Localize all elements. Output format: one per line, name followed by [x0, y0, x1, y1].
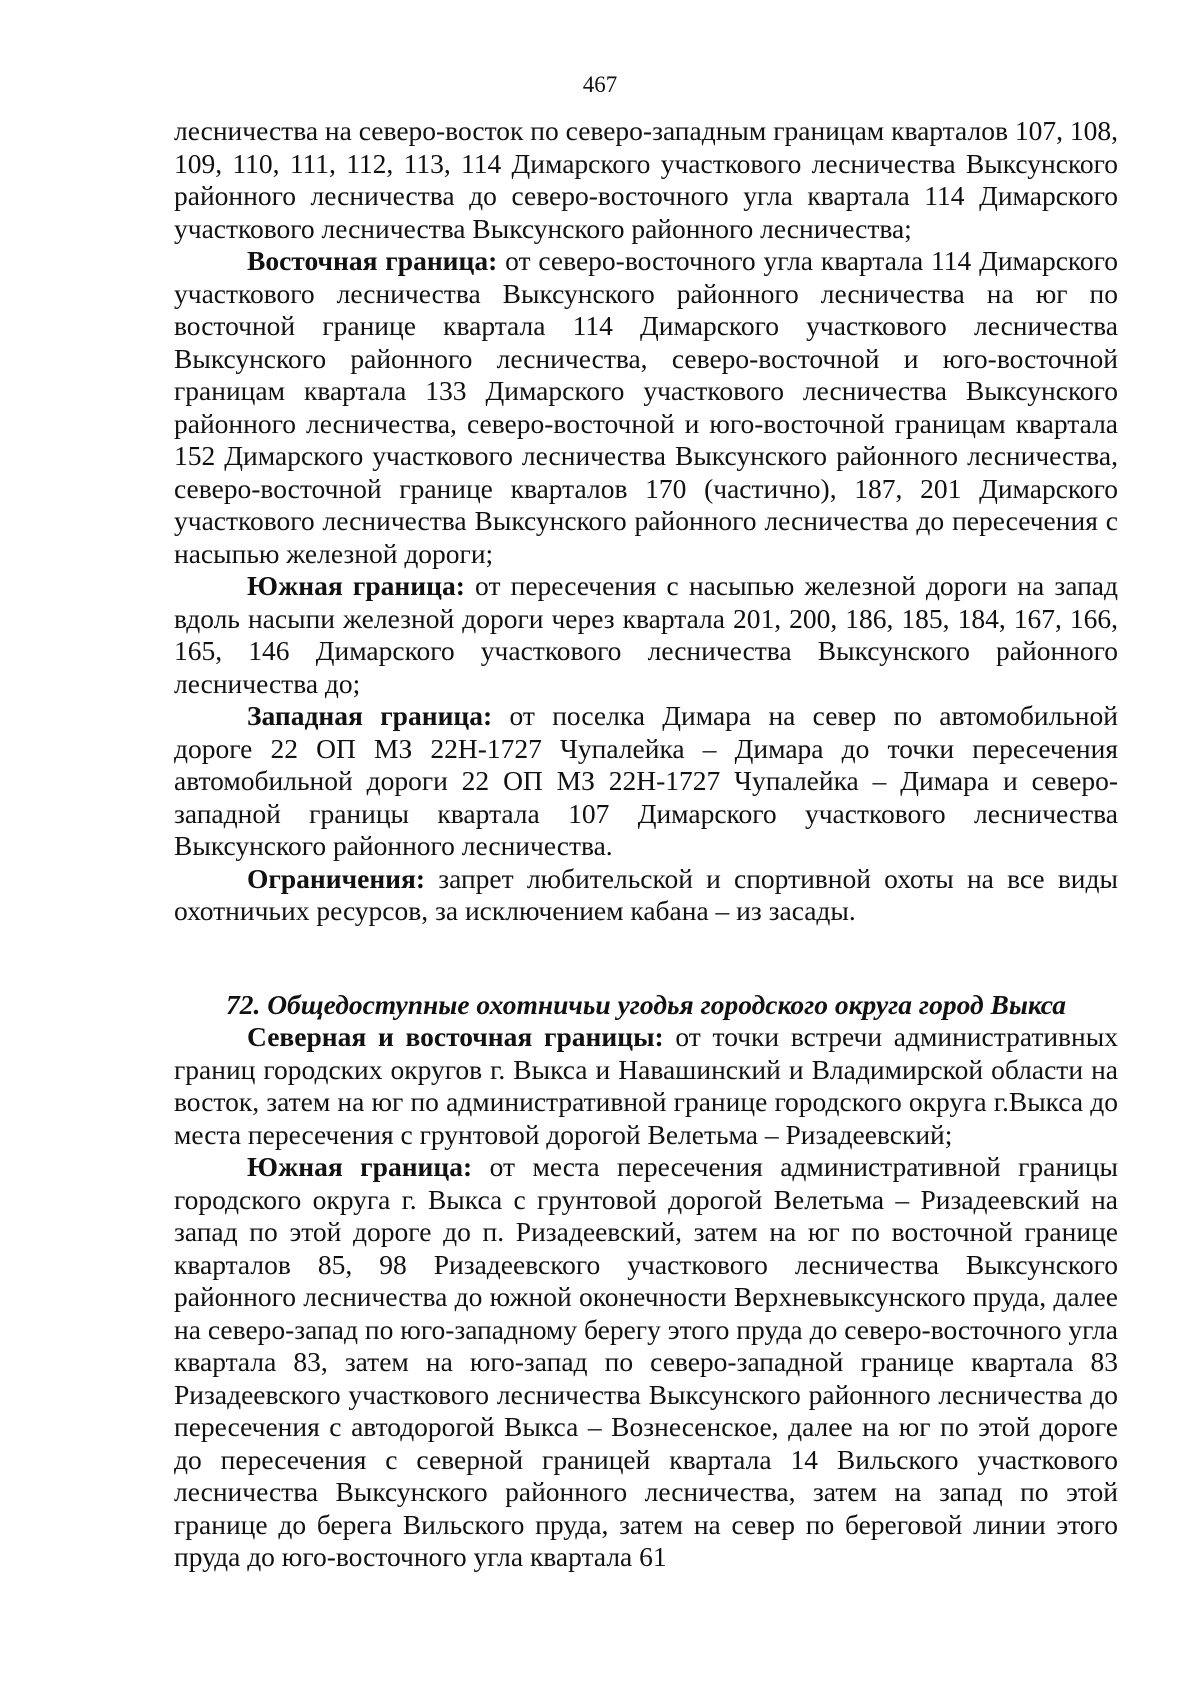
paragraph-text: от северо-восточного угла квартала 114 Димарского участкового лесничества Выксунского районного лесничества на юг по восточной границе квартала 114 Димарского участкового лесничества Выксунского районного лесничества, северо-восточной и юго-восточной границам квартала 133 Димарского участкового лесничества Выксунского районного лесничества, северо-восточной и юго-восточной границам квартала 152 Димарского участкового лесничества Выксунского районного лесничества, северо-восточной границе кварталов 170 (частично), 187, 201 Димарского участкового лесничества Выксунского районного лесничества до пересечения с насыпью железной дороги; — [174, 245, 1118, 569]
paragraph-text: запрет любительской и спортивной охоты на все виды охотничьих ресурсов, за исключением кабана – из засады. — [174, 862, 1118, 926]
paragraph-text: от пересечения с насыпью железной дороги на запад вдоль насыпи железной дороги через квартала 201, 200, 186, 185, 184, 167, 166, 165, 146 Димарского участкового лесничества Выксунского районного лесничества до; — [174, 570, 1119, 699]
paragraph-restrictions — [174, 863, 1118, 928]
paragraph-text: лесничества на северо-восток по северо-западным границам кварталов 107, 108, 109, 110, 111, 112, 113, 114 Димарского участкового лесничества Выксунского районного лесничества до северо-восточного угла квартала 114 Димарского участкового лесничества Выксунского районного лесничества; — [174, 115, 1118, 244]
paragraph-text: от точки встречи административных границ городских округов г. Выкса и Навашинский и Владимирской области на восток, затем на юг по административной границе городского округа г.Выкса до места пересечения с грунтовой дорогой Велетьма – Ризадеевский; — [174, 1021, 1118, 1150]
paragraph-south-boundary-2 — [174, 1151, 1118, 1574]
paragraph-lead: Западная граница: — [247, 700, 493, 731]
page-number: 467 — [582, 72, 618, 97]
paragraph-lead: Южная граница: — [247, 1151, 473, 1182]
paragraph-lead: Южная граница: — [247, 570, 465, 601]
paragraph-south-boundary — [174, 570, 1118, 700]
paragraph-continuation — [174, 115, 1118, 245]
paragraph-east-boundary — [174, 245, 1118, 570]
paragraph-lead: Северная и восточная границы: — [247, 1021, 664, 1052]
paragraph-text: от места пересечения административной границы городского округа г. Выкса с грунтовой дорогой Велетьма – Ризадеевский на запад по этой дороге до п. Ризадеевский, затем на юг по восточной границе кварталов 85, 98 Ризадеевского участкового лесничества Выксунского районного лесничества до южной оконечности Верхневыксунского пруда, далее на северо-запад по юго-западному берегу этого пруда до северо-восточного угла квартала 83, затем на юго-запад по северо-западной границе квартала 83 Ризадеевского участкового лесничества Выксунского районного лесничества до пересечения с автодорогой Выкса – Вознесенское, далее на юг по этой дороге до пересечения с северной границей квартала 14 Вильского участкового лесничества Выксунского районного лесничества, затем на запад по этой границе до берега Вильского пруда, затем на север по береговой линии этого пруда до юго-восточного угла квартала 61 — [174, 1151, 1119, 1572]
paragraph-north-east-boundary — [174, 1021, 1118, 1151]
paragraph-west-boundary — [174, 700, 1118, 863]
section-heading: 72. Общедоступные охотничьи угодья городского округа город Выкса — [225, 988, 1067, 1020]
paragraph-lead: Восточная граница: — [247, 245, 498, 276]
paragraph-lead: Ограничения: — [247, 862, 426, 894]
document-body — [174, 115, 1118, 1574]
paragraph-text: от поселка Димара на север по автомобильной дороге 22 ОП МЗ 22Н-1727 Чупалейка – Димара до точки пересечения автомобильной дороги 22 ОП МЗ 22Н-1727 Чупалейка – Димара и северо-западной границы квартала 107 Димарского участкового лесничества Выксунского районного лесничества. — [174, 700, 1118, 861]
